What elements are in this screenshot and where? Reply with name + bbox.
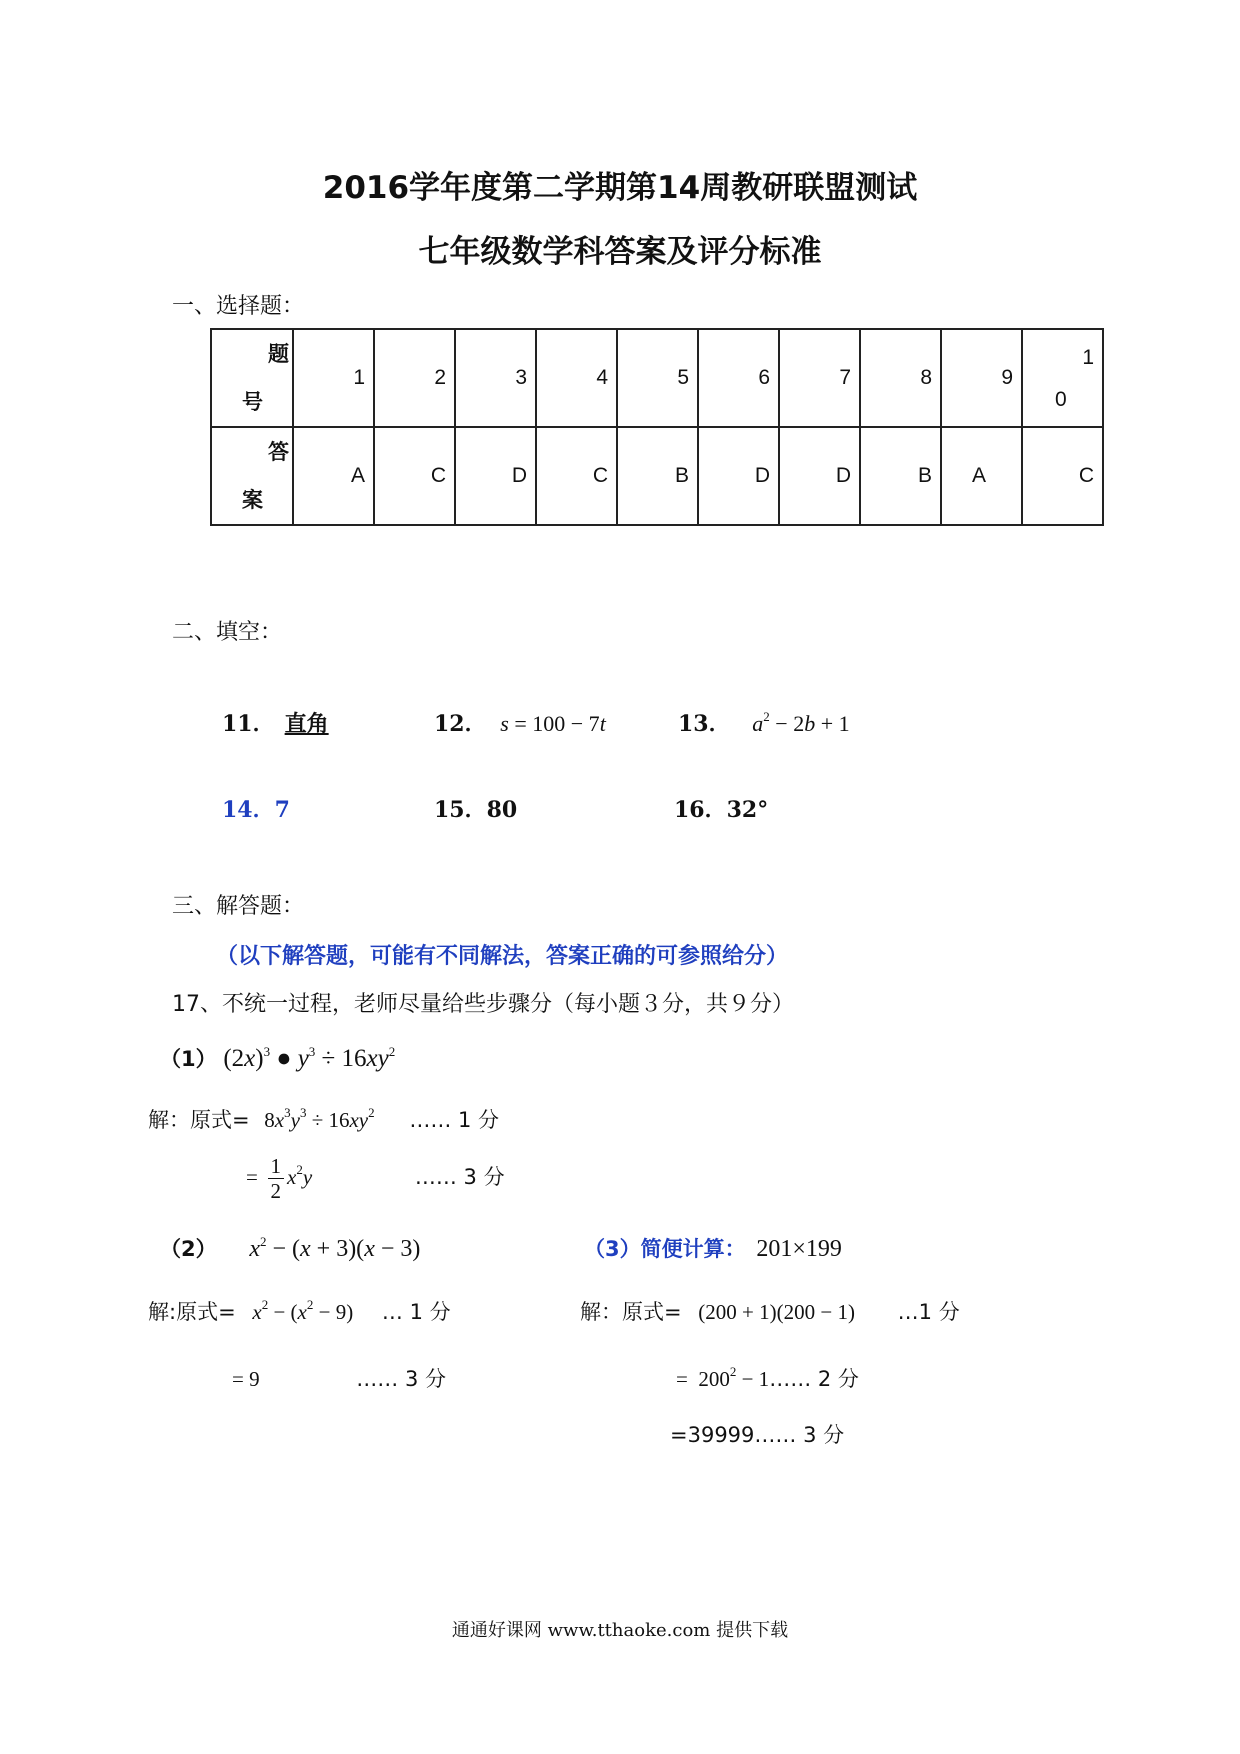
table-cell — [536, 427, 617, 525]
header-label-bottom: 号 — [242, 390, 263, 414]
answer-letter: C — [592, 464, 608, 487]
answer-letter: C — [430, 464, 446, 487]
score-note: …… 1 分 — [409, 1108, 500, 1132]
table-cell — [698, 329, 779, 427]
fill-q12 — [434, 707, 606, 738]
section-fill-blank: 二、填空： — [172, 620, 283, 645]
solution-label: 解:原式= — [148, 1300, 236, 1324]
fraction-one-half: $\frac{1}{2}$ — [268, 1154, 285, 1203]
answer-text: 直角 — [284, 712, 329, 737]
header-label-top: 题 — [268, 342, 289, 366]
step-formula: $x^2 - (x^2 - 9)$ — [252, 1297, 354, 1324]
table-cell — [779, 427, 860, 525]
table-cell — [617, 329, 698, 427]
table-cell — [941, 329, 1022, 427]
table-cell — [1022, 427, 1103, 525]
table-cell — [860, 329, 941, 427]
part1-problem — [160, 1043, 395, 1073]
score-note: …… 2 分 — [769, 1367, 859, 1391]
fill-q11 — [222, 707, 329, 738]
answer-letter: B — [674, 464, 689, 487]
header-label-bottom: 案 — [242, 488, 263, 512]
question-number: 6 — [758, 366, 770, 389]
table-row — [211, 427, 1103, 525]
question-number-ten-part1: 1 — [1082, 346, 1094, 369]
table-cell — [536, 329, 617, 427]
table-cell — [698, 427, 779, 525]
question-number: 1 — [353, 366, 365, 389]
answer-table — [210, 328, 1104, 526]
answer-formula: s = 100 − 7t — [500, 711, 606, 736]
answer-letter: B — [917, 464, 932, 487]
table-cell — [455, 427, 536, 525]
question-number: 3 — [515, 366, 527, 389]
question-number: 11． — [222, 711, 275, 737]
question-number: 5 — [677, 366, 689, 389]
solution-label: 解：原式= — [580, 1300, 682, 1324]
question-number: 2 — [434, 366, 446, 389]
header-answer — [211, 427, 293, 525]
step-formula: $x^2y$ — [287, 1162, 313, 1189]
q17-intro: 17、不统一过程，老师尽量给些步骤分（每小题３分，共９分） — [172, 992, 794, 1017]
step-formula: = $200^2 - 1$ — [676, 1364, 770, 1391]
header-question-number — [211, 329, 293, 427]
part1-step1 — [148, 1104, 499, 1134]
answer-letter: A — [350, 464, 365, 487]
solution-label: 解：原式= — [148, 1108, 250, 1132]
table-cell — [374, 329, 455, 427]
problem-formula: 201×199 — [756, 1236, 842, 1262]
question-number-ten-part2: 0 — [1055, 388, 1067, 411]
question-number: 8 — [920, 366, 932, 389]
table-cell — [1022, 329, 1103, 427]
part3-step3: =39999…… 3 分 — [670, 1423, 845, 1447]
table-row — [211, 329, 1103, 427]
table-cell — [293, 329, 374, 427]
score-note: …… 3 分 — [414, 1165, 505, 1189]
answer-letter: D — [754, 464, 770, 487]
answer-letter: D — [835, 464, 851, 487]
footer-source: 通通好课网 www.tthaoke.com 提供下载 — [451, 1620, 789, 1641]
answer-letter: A — [972, 464, 987, 487]
part2-step1 — [148, 1296, 451, 1326]
section-multiple-choice: 一、选择题： — [172, 294, 305, 319]
question-number: 12． — [434, 711, 487, 737]
score-note: …1 分 — [897, 1300, 960, 1324]
part1-step2 — [246, 1154, 505, 1203]
part3-problem — [584, 1233, 842, 1263]
header-label-top: 答 — [268, 440, 289, 464]
fill-q13 — [678, 707, 850, 738]
question-number: 9 — [1001, 366, 1013, 389]
table-cell — [374, 427, 455, 525]
table-cell — [455, 329, 536, 427]
answer-letter: D — [511, 464, 527, 487]
part-label: （1） — [160, 1047, 217, 1071]
problem-formula: $x^2 - (x + 3)(x - 3)$ — [249, 1234, 421, 1262]
part2-problem — [160, 1233, 420, 1263]
part-label: （2） — [160, 1237, 217, 1261]
problem-formula: $(2x)^3$ ● $y^3 \div 16xy^2$ — [223, 1044, 396, 1072]
table-cell — [941, 427, 1022, 525]
score-note: … 1 分 — [381, 1300, 451, 1324]
part-label: （3）简便计算： — [584, 1237, 746, 1261]
score-note: …… 3 分 — [356, 1367, 446, 1391]
equals-sign: = — [246, 1165, 258, 1189]
title-line-2: 七年级数学科答案及评分标准 — [418, 234, 822, 270]
fill-q14: 14．7 — [222, 797, 290, 823]
answer-letter: C — [1078, 464, 1094, 487]
question-number: 13． — [678, 711, 731, 737]
table-cell — [860, 427, 941, 525]
question-number: 7 — [839, 366, 851, 389]
table-cell — [617, 427, 698, 525]
note-alternate-methods: （以下解答题，可能有不同解法，答案正确的可参照给分） — [216, 944, 789, 969]
step-formula: (200 + 1)(200 − 1) — [698, 1300, 855, 1324]
step-formula: $8x^3y^3 \div 16xy^2$ — [264, 1105, 375, 1132]
part3-step2 — [676, 1363, 859, 1393]
section-solutions: 三、解答题： — [172, 894, 305, 919]
fill-q16: 16．32° — [674, 797, 769, 823]
answer-formula: $a^2 - 2b + 1$ — [752, 709, 850, 736]
title-line-1: 2016学年度第二学期第14周教研联盟测试 — [322, 170, 918, 206]
result-formula: = 9 — [232, 1367, 260, 1391]
part3-step1 — [580, 1296, 960, 1326]
part2-step2 — [232, 1363, 446, 1393]
table-cell — [293, 427, 374, 525]
fill-q15: 15．80 — [434, 797, 518, 823]
question-number: 4 — [596, 366, 608, 389]
table-cell — [779, 329, 860, 427]
